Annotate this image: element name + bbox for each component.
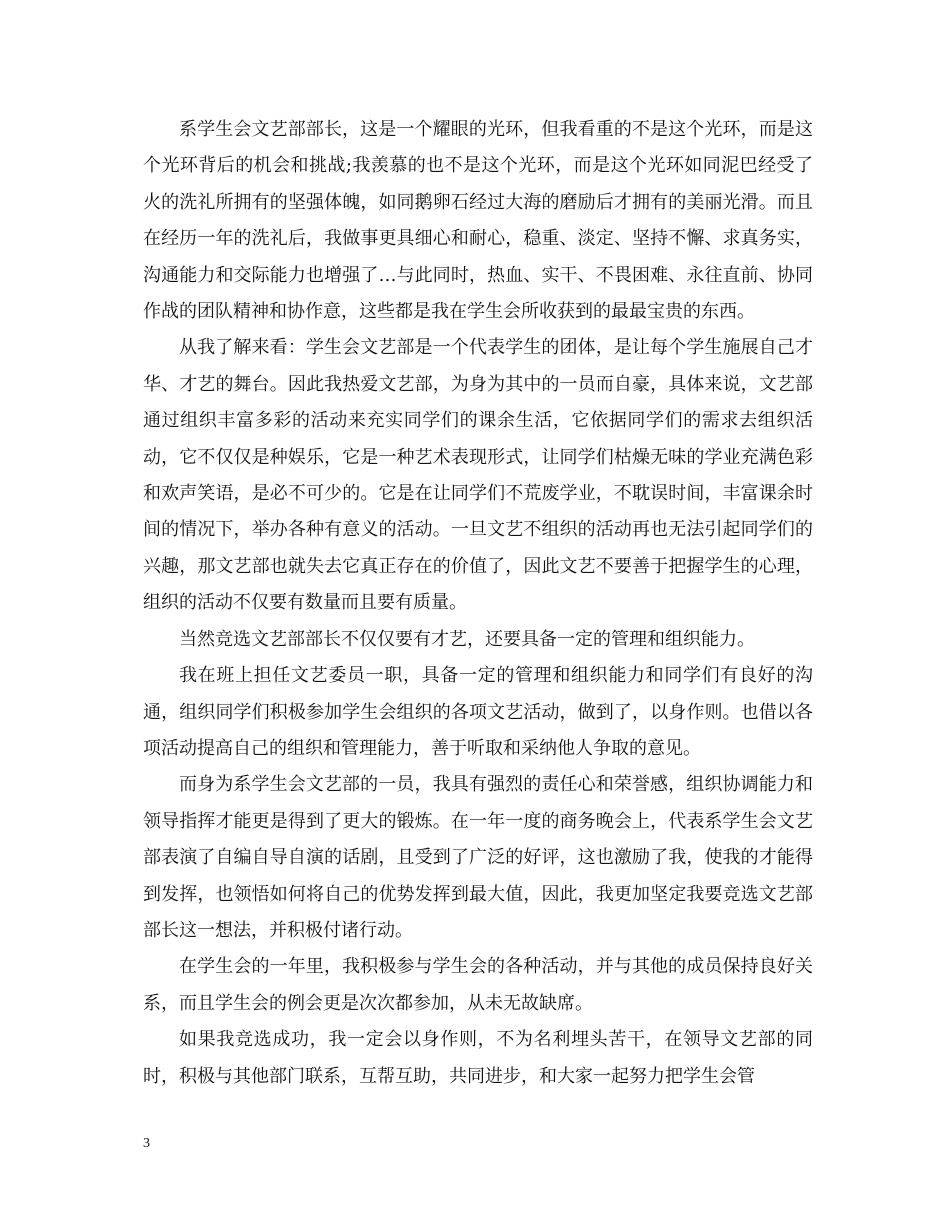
paragraph: 而身为系学生会文艺部的一员，我具有强烈的责任心和荣誉感，组织协调能力和领导指挥才能更是得到了更大的锻炼。在一年一度的商务晚会上，代表系学生会文艺部表演了自编自导自演的话剧，且受到了广泛的好评，这也激励了我，使我的才能得到发挥，也领悟如何将自己的优势发挥到最大值，因此，我更加坚定我要竞选文艺部部长这一想法，并积极付诸行动。 — [143, 774, 813, 941]
paragraph: 当然竞选文艺部部长不仅仅要有才艺，还要具备一定的管理和组织能力。 — [179, 628, 755, 650]
paragraph: 系学生会文艺部部长，这是一个耀眼的光环，但我看重的不是这个光环，而是这个光环背后的机会和挑战;我羡慕的也不是这个光环，而是这个光环如同泥巴经受了火的洗礼所拥有的坚强体魄，如同鹅卵石经过大海的磨励后才拥有的美丽光滑。而且在经历一年的洗礼后，我做事更具细心和耐心，稳重、淡定、坚持不懈、求真务实，沟通能力和交际能力也增强了…与此同时，热血、实干、不畏困难、永往直前、协同作战的团队精神和协作意，这些都是我在学生会所收获到的最最宝贵的东西。 — [143, 119, 813, 323]
document-body — [143, 112, 813, 1095]
page-number: 3 — [143, 1136, 150, 1151]
paragraph: 如果我竞选成功，我一定会以身作则，不为名利埋头苦干，在领导文艺部的同时，积极与其他部门联系，互帮互助，共同进步，和大家一起努力把学生会管 — [143, 1029, 813, 1087]
paragraph: 我在班上担任文艺委员一职，具备一定的管理和组织能力和同学们有良好的沟通，组织同学们积极参加学生会组织的各项文艺活动，做到了，以身作则。也借以各项活动提高自己的组织和管理能力，善于听取和采纳他人争取的意见。 — [143, 665, 813, 759]
paragraph: 在学生会的一年里，我积极参与学生会的各种活动，并与其他的成员保持良好关系，而且学生会的例会更是次次都参加，从未无故缺席。 — [143, 956, 813, 1014]
paragraph: 从我了解来看：学生会文艺部是一个代表学生的团体，是让每个学生施展自己才华、才艺的舞台。因此我热爱文艺部，为身为其中的一员而自豪，具体来说，文艺部通过组织丰富多彩的活动来充实同学们的课余生活，它依据同学们的需求去组织活动，它不仅仅是种娱乐，它是一种艺术表现形式，让同学们枯燥无味的学业充满色彩和欢声笑语，是必不可少的。它是在让同学们不荒废学业，不耽误时间，丰富课余时间的情况下，举办各种有意义的活动。一旦文艺不组织的活动再也无法引起同学们的兴趣，那文艺部也就失去它真正存在的价值了，因此文艺不要善于把握学生的心理，组织的活动不仅要有数量而且要有质量。 — [143, 337, 813, 614]
